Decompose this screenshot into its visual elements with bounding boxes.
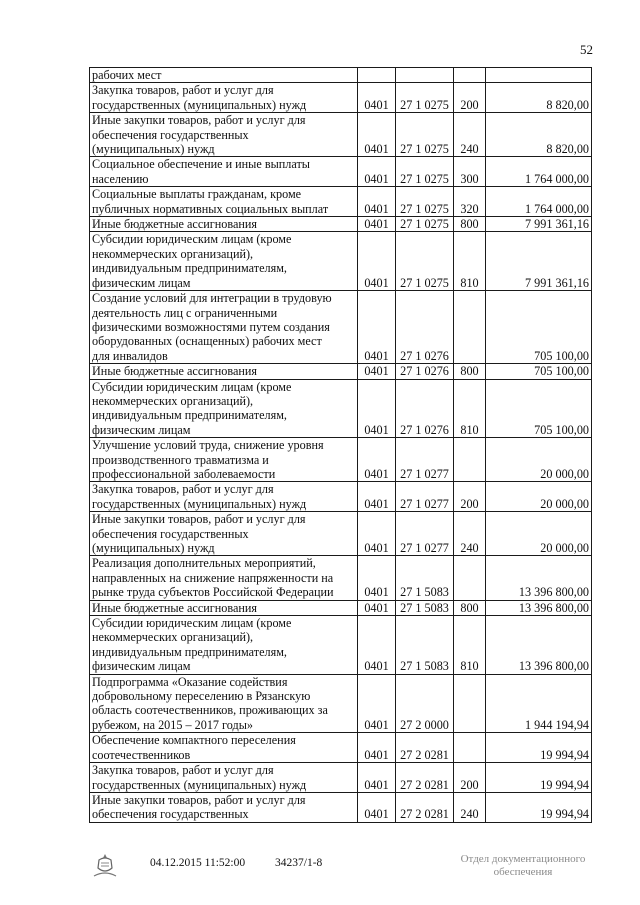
target-article-cell: 27 1 5083 — [396, 556, 454, 600]
expense-type-cell: 200 — [454, 83, 486, 113]
row-name-cell: Иные бюджетные ассигнования — [90, 600, 358, 615]
table-row — [90, 556, 592, 600]
section-code-cell: 0401 — [358, 379, 396, 438]
row-name-cell: Социальное обеспечение и иные выплаты населению — [90, 157, 358, 187]
row-name-cell: Обеспечение компактного переселения соотечественников — [90, 733, 358, 763]
amount-cell: 20 000,00 — [486, 482, 592, 512]
target-article-cell: 27 1 0276 — [396, 291, 454, 364]
row-name-cell: Закупка товаров, работ и услуг для государственных (муниципальных) нужд — [90, 83, 358, 113]
expense-type-cell — [454, 291, 486, 364]
row-name-cell: Подпрограмма «Оказание содействия добровольному переселению в Рязанскую область соотечественников, проживающих за рубежом, на 2015 – 2017 годы» — [90, 674, 358, 733]
target-article-cell: 27 1 0275 — [396, 83, 454, 113]
section-code-cell: 0401 — [358, 364, 396, 379]
section-code-cell — [358, 68, 396, 83]
row-name-cell: Субсидии юридическим лицам (кроме некоммерческих организаций), индивидуальным предпринимателям, физическим лицам — [90, 232, 358, 291]
expense-type-cell: 810 — [454, 379, 486, 438]
table-row — [90, 763, 592, 793]
section-code-cell: 0401 — [358, 616, 396, 675]
amount-cell: 705 100,00 — [486, 291, 592, 364]
table-row — [90, 291, 592, 364]
target-article-cell — [396, 68, 454, 83]
amount-cell: 1 944 194,94 — [486, 674, 592, 733]
amount-cell: 13 396 800,00 — [486, 616, 592, 675]
expense-type-cell: 240 — [454, 512, 486, 556]
section-code-cell: 0401 — [358, 157, 396, 187]
expense-type-cell: 800 — [454, 364, 486, 379]
table-row — [90, 157, 592, 187]
target-article-cell: 27 2 0281 — [396, 763, 454, 793]
section-code-cell: 0401 — [358, 674, 396, 733]
expense-type-cell: 800 — [454, 217, 486, 232]
target-article-cell: 27 1 0277 — [396, 438, 454, 482]
target-article-cell: 27 1 0277 — [396, 482, 454, 512]
target-article-cell: 27 1 0277 — [396, 512, 454, 556]
amount-cell: 7 991 361,16 — [486, 232, 592, 291]
target-article-cell: 27 2 0000 — [396, 674, 454, 733]
target-article-cell: 27 1 0275 — [396, 232, 454, 291]
section-code-cell: 0401 — [358, 83, 396, 113]
amount-cell — [486, 68, 592, 83]
table-row — [90, 600, 592, 615]
row-name-cell: Иные закупки товаров, работ и услуг для обеспечения государственных (муниципальных) нужд — [90, 512, 358, 556]
table-row — [90, 512, 592, 556]
budget-table — [89, 67, 592, 823]
expense-type-cell: 200 — [454, 763, 486, 793]
expense-type-cell: 810 — [454, 232, 486, 291]
section-code-cell: 0401 — [358, 482, 396, 512]
expense-type-cell — [454, 438, 486, 482]
amount-cell: 20 000,00 — [486, 438, 592, 482]
amount-cell: 19 994,94 — [486, 733, 592, 763]
table-row — [90, 674, 592, 733]
section-code-cell: 0401 — [358, 187, 396, 217]
table-row — [90, 113, 592, 157]
table-row — [90, 217, 592, 232]
footer-doc-number: 34237/1-8 — [275, 857, 323, 869]
amount-cell: 19 994,94 — [486, 763, 592, 793]
table-row — [90, 733, 592, 763]
table-row — [90, 68, 592, 83]
expense-type-cell: 320 — [454, 187, 486, 217]
section-code-cell: 0401 — [358, 733, 396, 763]
section-code-cell: 0401 — [358, 291, 396, 364]
row-name-cell: Субсидии юридическим лицам (кроме некоммерческих организаций), индивидуальным предпринимателям, физическим лицам — [90, 616, 358, 675]
section-code-cell: 0401 — [358, 600, 396, 615]
amount-cell: 19 994,94 — [486, 792, 592, 822]
amount-cell: 20 000,00 — [486, 512, 592, 556]
row-name-cell: Субсидии юридическим лицам (кроме некоммерческих организаций), индивидуальным предпринимателям, физическим лицам — [90, 379, 358, 438]
table-row — [90, 83, 592, 113]
target-article-cell: 27 1 5083 — [396, 600, 454, 615]
table-row — [90, 364, 592, 379]
expense-type-cell: 300 — [454, 157, 486, 187]
target-article-cell: 27 1 0276 — [396, 379, 454, 438]
row-name-cell: Закупка товаров, работ и услуг для государственных (муниципальных) нужд — [90, 763, 358, 793]
section-code-cell: 0401 — [358, 512, 396, 556]
row-name-cell: Иные бюджетные ассигнования — [90, 364, 358, 379]
amount-cell: 13 396 800,00 — [486, 600, 592, 615]
target-article-cell: 27 1 5083 — [396, 616, 454, 675]
amount-cell: 705 100,00 — [486, 364, 592, 379]
section-code-cell: 0401 — [358, 792, 396, 822]
section-code-cell: 0401 — [358, 113, 396, 157]
target-article-cell: 27 1 0276 — [396, 364, 454, 379]
row-name-cell: Иные закупки товаров, работ и услуг для обеспечения государственных (муниципальных) нужд — [90, 113, 358, 157]
section-code-cell: 0401 — [358, 232, 396, 291]
target-article-cell: 27 1 0275 — [396, 187, 454, 217]
amount-cell: 705 100,00 — [486, 379, 592, 438]
row-name-cell: Иные закупки товаров, работ и услуг для обеспечения государственных — [90, 792, 358, 822]
footer-datetime: 04.12.2015 11:52:00 — [150, 857, 246, 869]
page-number: 52 — [580, 42, 593, 57]
amount-cell: 8 820,00 — [486, 83, 592, 113]
expense-type-cell: 240 — [454, 113, 486, 157]
table-body — [90, 68, 592, 823]
amount-cell: 7 991 361,16 — [486, 217, 592, 232]
section-code-cell: 0401 — [358, 763, 396, 793]
expense-type-cell — [454, 556, 486, 600]
section-code-cell: 0401 — [358, 217, 396, 232]
target-article-cell: 27 1 0275 — [396, 217, 454, 232]
row-name-cell: Создание условий для интеграции в трудовую деятельность лиц с ограниченными физическими возможностями путем создания оборудованных (оснащенных) рабочих мест для инвалидов — [90, 291, 358, 364]
table-row — [90, 616, 592, 675]
target-article-cell: 27 2 0281 — [396, 733, 454, 763]
expense-type-cell — [454, 68, 486, 83]
section-code-cell: 0401 — [358, 556, 396, 600]
target-article-cell: 27 1 0275 — [396, 113, 454, 157]
table-row — [90, 438, 592, 482]
amount-cell: 13 396 800,00 — [486, 556, 592, 600]
target-article-cell: 27 2 0281 — [396, 792, 454, 822]
expense-type-cell: 240 — [454, 792, 486, 822]
amount-cell: 1 764 000,00 — [486, 157, 592, 187]
table-row — [90, 187, 592, 217]
row-name-cell: Иные бюджетные ассигнования — [90, 217, 358, 232]
expense-type-cell — [454, 674, 486, 733]
table-row — [90, 482, 592, 512]
expense-type-cell — [454, 733, 486, 763]
amount-cell: 8 820,00 — [486, 113, 592, 157]
section-code-cell: 0401 — [358, 438, 396, 482]
row-name-cell: рабочих мест — [90, 68, 358, 83]
table-row — [90, 792, 592, 822]
expense-type-cell: 200 — [454, 482, 486, 512]
table-row — [90, 232, 592, 291]
target-article-cell: 27 1 0275 — [396, 157, 454, 187]
footer-stamp: Отдел документационного обеспечения — [460, 853, 586, 878]
coat-of-arms-icon — [90, 852, 120, 880]
expense-type-cell: 810 — [454, 616, 486, 675]
table-row — [90, 379, 592, 438]
row-name-cell: Улучшение условий труда, снижение уровня производственного травматизма и профессиональной заболеваемости — [90, 438, 358, 482]
row-name-cell: Закупка товаров, работ и услуг для государственных (муниципальных) нужд — [90, 482, 358, 512]
row-name-cell: Социальные выплаты гражданам, кроме публичных нормативных социальных выплат — [90, 187, 358, 217]
row-name-cell: Реализация дополнительных мероприятий, направленных на снижение напряженности на рынке труда субъектов Российской Федерации — [90, 556, 358, 600]
expense-type-cell: 800 — [454, 600, 486, 615]
amount-cell: 1 764 000,00 — [486, 187, 592, 217]
